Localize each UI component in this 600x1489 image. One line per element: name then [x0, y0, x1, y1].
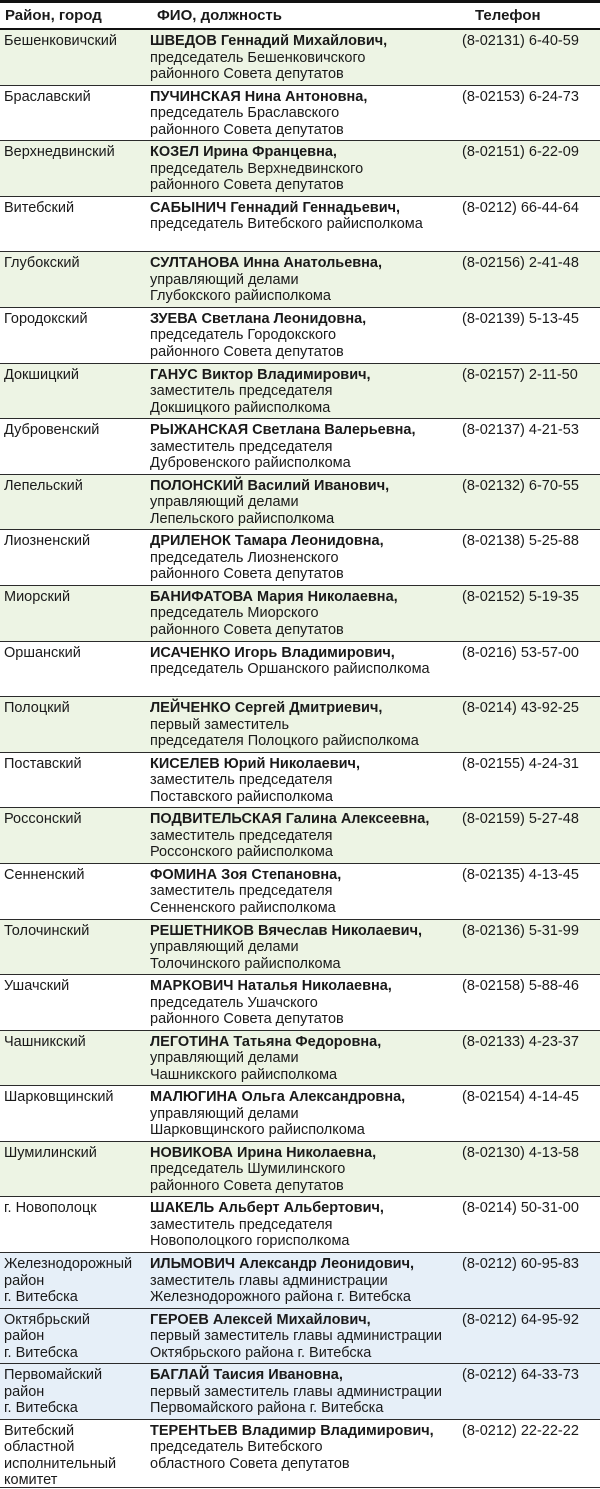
person-cell [150, 367, 462, 417]
district-line: Витебский [4, 1422, 75, 1439]
table-row [0, 252, 600, 308]
district-cell [4, 255, 146, 272]
district-line: областной [4, 1439, 75, 1456]
district-line: Толочинский [4, 922, 90, 939]
district-line: Россонский [4, 811, 82, 828]
person-name [150, 1034, 462, 1051]
person-surname: МАРКОВИЧ [150, 978, 234, 995]
district-line: Полоцкий [4, 700, 70, 717]
person-surname: ДРИЛЕНОК [150, 533, 231, 550]
table-row [0, 364, 600, 420]
person-name [150, 422, 462, 439]
district-cell [4, 478, 146, 495]
district-cell [4, 422, 146, 439]
table-row [0, 419, 600, 475]
person-position-line: управляющий делами [150, 271, 299, 288]
person-position-line: первый заместитель [150, 716, 290, 733]
person-position-line: Шарковщинского райисполкома [150, 1122, 365, 1139]
person-position-line: заместитель председателя [150, 827, 333, 844]
table-row [0, 141, 600, 197]
header-district: Район, город [5, 7, 102, 24]
person-name [150, 1367, 462, 1384]
district-line: Городокский [4, 310, 88, 327]
phone-cell: (8-0212) 64-95-92 [462, 1311, 579, 1328]
district-cell [4, 923, 146, 940]
district-cell [4, 1145, 146, 1162]
person-position-line: председатель Ушачского [150, 994, 318, 1011]
person-cell [150, 923, 462, 973]
person-cell [150, 33, 462, 83]
person-given-names: Альберт Альбертович, [218, 1200, 384, 1217]
district-line: Лиозненский [4, 533, 91, 550]
person-cell [150, 867, 462, 917]
person-name [150, 200, 462, 217]
table-row [0, 753, 600, 809]
table-row [0, 920, 600, 976]
person-given-names: Мария Николаевна, [257, 588, 398, 605]
table-row [0, 1031, 600, 1087]
person-surname: ГАНУС [150, 366, 198, 383]
person-position-line: председатель Городокского [150, 327, 337, 344]
person-position-line: заместитель председателя [150, 383, 333, 400]
phone-cell: (8-02130) 4-13-58 [462, 1144, 579, 1161]
district-cell [4, 200, 146, 217]
phone-cell: (8-02153) 6-24-73 [462, 88, 579, 105]
person-given-names: Зоя Степановна, [221, 866, 342, 883]
person-cell [150, 1367, 462, 1417]
table-row [0, 197, 600, 253]
person-cell [150, 589, 462, 639]
person-position-line: Октябрьского района г. Витебска [150, 1344, 372, 1361]
person-surname: МАЛЮГИНА [150, 1089, 238, 1106]
district-line: Докшицкий [4, 366, 79, 383]
person-given-names: Ирина Францевна, [203, 144, 337, 161]
table-row [0, 808, 600, 864]
district-line: Миорский [4, 588, 71, 605]
table-row [0, 1253, 600, 1309]
person-surname: ГЕРОЕВ [150, 1311, 209, 1328]
person-name [150, 311, 462, 328]
phone-cell: (8-02135) 4-13-45 [462, 866, 579, 883]
person-position-line: Глубокского райисполкома [150, 288, 331, 305]
person-cell [150, 1423, 462, 1473]
phone-cell: (8-02138) 5-25-88 [462, 533, 579, 550]
person-position-line: заместитель председателя [150, 772, 333, 789]
district-cell [4, 700, 146, 717]
district-line: Поставский [4, 755, 82, 772]
table-row [0, 475, 600, 531]
district-cell [4, 811, 146, 828]
person-name [150, 811, 462, 828]
person-name [150, 33, 462, 50]
person-position-line: районного Совета депутатов [150, 343, 344, 360]
phone-cell: (8-02131) 6-40-59 [462, 33, 579, 49]
person-given-names: Виктор Владимирович, [201, 366, 371, 383]
person-name [150, 89, 462, 106]
person-position-line: заместитель председателя [150, 883, 333, 900]
district-cell [4, 645, 146, 662]
person-given-names: Василий Иванович, [247, 477, 390, 494]
person-surname: ИСАЧЕНКО [150, 644, 231, 661]
district-line: г. Витебска [4, 1400, 78, 1417]
person-position-line: Дубровенского райисполкома [150, 455, 351, 472]
district-line: Бешенковичский [4, 33, 118, 49]
district-line: район [4, 1272, 45, 1289]
district-cell [4, 867, 146, 884]
person-name [150, 1256, 462, 1273]
table-header [0, 0, 600, 30]
person-position-line: Новополоцкого горисполкома [150, 1233, 350, 1250]
phone-cell: (8-02156) 2-41-48 [462, 255, 579, 272]
person-position-line: председатель Оршанского райисполкома [150, 661, 430, 678]
table-row [0, 86, 600, 142]
person-surname: ФОМИНА [150, 866, 218, 883]
person-given-names: Галина Алексеевна, [285, 811, 430, 828]
person-position-line: управляющий делами [150, 494, 299, 511]
person-surname: ЛЕГОТИНА [150, 1033, 230, 1050]
person-surname: ИЛЬМОВИЧ [150, 1256, 236, 1273]
district-cell [4, 756, 146, 773]
person-position-line: Первомайского района г. Витебска [150, 1400, 384, 1417]
person-surname: КИСЕЛЕВ [150, 755, 220, 772]
person-position-line: управляющий делами [150, 939, 299, 955]
person-given-names: Ольга Александровна, [241, 1089, 406, 1106]
person-name [150, 1145, 462, 1162]
table-row [0, 30, 600, 86]
district-cell [4, 33, 146, 50]
phone-cell: (8-02157) 2-11-50 [462, 366, 578, 383]
person-surname: НОВИКОВА [150, 1144, 233, 1161]
person-position-line: председатель Браславского [150, 105, 340, 122]
district-line: г. Новополоцк [4, 1200, 97, 1217]
person-surname: ЗУЕВА [150, 310, 198, 327]
person-position-line: председателя Полоцкого райисполкома [150, 733, 419, 750]
district-line: Шарковщинский [4, 1089, 114, 1106]
person-position-line: районного Совета депутатов [150, 566, 344, 583]
person-cell [150, 1256, 462, 1306]
person-given-names: Владимир Владимирович, [241, 1422, 434, 1439]
phone-cell: (8-02139) 5-13-45 [462, 310, 579, 327]
person-position-line: Железнодорожного района г. Витебска [150, 1289, 411, 1306]
phone-cell: (8-0212) 60-95-83 [462, 1256, 579, 1273]
person-name [150, 1423, 462, 1440]
table-row [0, 1364, 600, 1420]
phone-cell: (8-02152) 5-19-35 [462, 588, 579, 605]
district-cell [4, 311, 146, 328]
phone-cell: (8-02132) 6-70-55 [462, 477, 579, 494]
phone-cell: (8-02159) 5-27-48 [462, 811, 579, 828]
person-cell [150, 645, 462, 678]
district-line: Первомайский [4, 1367, 103, 1384]
district-cell [4, 1312, 146, 1362]
person-given-names: Александр Леонидович, [239, 1256, 415, 1273]
person-position-line: председатель Шумилинского [150, 1161, 346, 1178]
person-surname: БАНИФАТОВА [150, 588, 253, 605]
district-line: Витебский [4, 199, 75, 216]
person-name [150, 1089, 462, 1106]
district-cell [4, 1423, 146, 1489]
district-cell [4, 533, 146, 550]
person-name [150, 144, 462, 161]
phone-cell: (8-02136) 5-31-99 [462, 922, 579, 939]
phone-cell: (8-02158) 5-88-46 [462, 978, 579, 995]
phone-cell: (8-0214) 50-31-00 [462, 1200, 579, 1217]
table-row [0, 1197, 600, 1253]
person-given-names: Таисия Ивановна, [213, 1367, 343, 1384]
district-line: Оршанский [4, 644, 81, 661]
table-row [0, 642, 600, 698]
person-given-names: Алексей Михайлович, [212, 1311, 371, 1328]
header-person: ФИО, должность [157, 7, 282, 24]
table-row [0, 864, 600, 920]
person-position-line: районного Совета депутатов [150, 121, 344, 138]
district-line: Лепельский [4, 477, 83, 494]
person-cell [150, 255, 462, 305]
person-position-line: районного Совета депутатов [150, 621, 344, 638]
person-surname: ЛЕЙЧЕНКО [150, 700, 231, 717]
district-line: Браславский [4, 88, 91, 105]
phone-cell: (8-0212) 64-33-73 [462, 1367, 579, 1384]
person-position-line: Сенненского райисполкома [150, 899, 336, 916]
table-row [0, 975, 600, 1031]
person-position-line: председатель Витебского [150, 1439, 323, 1456]
person-position-line: заместитель председателя [150, 438, 333, 455]
person-name [150, 1200, 462, 1217]
person-position-line: районного Совета депутатов [150, 1011, 344, 1028]
phone-cell: (8-02137) 4-21-53 [462, 422, 579, 439]
person-name [150, 978, 462, 995]
person-position-line: Россонского райисполкома [150, 844, 333, 861]
person-position-line: районного Совета депутатов [150, 177, 344, 194]
person-cell [150, 811, 462, 861]
person-position-line: председатель Миорского [150, 605, 319, 622]
phone-cell: (8-02155) 4-24-31 [462, 755, 579, 772]
person-given-names: Инна Анатольевна, [243, 255, 383, 272]
person-cell [150, 422, 462, 472]
district-line: исполнительный [4, 1455, 117, 1472]
person-cell [150, 1089, 462, 1139]
district-cell [4, 1256, 146, 1306]
person-given-names: Светлана Леонидовна, [201, 310, 367, 327]
phone-cell: (8-02151) 6-22-09 [462, 144, 579, 161]
person-surname: РЕШЕТНИКОВ [150, 922, 254, 939]
district-cell [4, 1034, 146, 1051]
person-given-names: Геннадий Геннадьевич, [230, 199, 401, 216]
table-body [0, 30, 600, 1488]
person-cell [150, 311, 462, 361]
person-name [150, 700, 462, 717]
district-cell [4, 367, 146, 384]
district-cell [4, 1089, 146, 1106]
person-position-line: Толочинского райисполкома [150, 955, 341, 972]
person-surname: ШВЕДОВ [150, 33, 217, 49]
person-position-line: председатель Бешенковичского [150, 49, 366, 66]
person-position-line: областного Совета депутатов [150, 1455, 350, 1472]
person-position-line: Лепельского райисполкома [150, 510, 335, 527]
table-row [0, 308, 600, 364]
person-given-names: Нина Антоновна, [244, 88, 368, 105]
table-row [0, 530, 600, 586]
person-name [150, 923, 462, 940]
table-row [0, 586, 600, 642]
person-surname: ТЕРЕНТЬЕВ [150, 1422, 238, 1439]
district-line: Дубровенский [4, 422, 100, 439]
district-cell [4, 978, 146, 995]
district-line: Верхнедвинский [4, 144, 115, 161]
person-position-line: управляющий делами [150, 1050, 299, 1067]
table-row [0, 1309, 600, 1365]
person-position-line: первый заместитель главы администрации [150, 1328, 442, 1345]
person-name [150, 478, 462, 495]
person-name [150, 756, 462, 773]
district-line: Железнодорожный [4, 1256, 133, 1273]
person-given-names: Тамара Леонидовна, [234, 533, 384, 550]
district-cell [4, 144, 146, 161]
person-cell [150, 1145, 462, 1195]
person-cell [150, 533, 462, 583]
person-position-line: заместитель председателя [150, 1216, 333, 1233]
person-name [150, 867, 462, 884]
person-cell [150, 200, 462, 233]
person-cell [150, 756, 462, 806]
person-surname: ПОЛОНСКИЙ [150, 477, 244, 494]
district-cell [4, 1367, 146, 1417]
person-name [150, 589, 462, 606]
district-line: Сенненский [4, 866, 85, 883]
person-position-line: управляющий делами [150, 1105, 299, 1122]
person-position-line: председатель Лиозненского [150, 549, 339, 566]
person-given-names: Юрий Николаевич, [223, 755, 360, 772]
person-cell [150, 89, 462, 139]
person-cell [150, 700, 462, 750]
district-line: Шумилинский [4, 1144, 97, 1161]
person-cell [150, 1200, 462, 1250]
person-given-names: Геннадий Михайлович, [220, 33, 388, 49]
district-line: район [4, 1328, 45, 1345]
person-surname: КОЗЕЛ [150, 144, 200, 161]
person-cell [150, 478, 462, 528]
person-given-names: Игорь Владимирович, [234, 644, 395, 661]
phone-cell: (8-02133) 4-23-37 [462, 1033, 579, 1050]
district-line: Глубокский [4, 255, 80, 272]
phone-cell: (8-0216) 53-57-00 [462, 644, 579, 661]
person-cell [150, 1312, 462, 1362]
phone-cell: (8-0212) 22-22-22 [462, 1422, 579, 1439]
person-given-names: Татьяна Федоровна, [233, 1033, 382, 1050]
person-given-names: Ирина Николаевна, [237, 1144, 377, 1161]
district-line: Октябрьский [4, 1311, 90, 1328]
person-name [150, 367, 462, 384]
person-surname: ШАКЕЛЬ [150, 1200, 215, 1217]
person-surname: РЫЖАНСКАЯ [150, 422, 249, 439]
person-position-line: Поставского райисполкома [150, 788, 333, 805]
person-position-line: первый заместитель главы администрации [150, 1383, 442, 1400]
person-surname: ПОДВИТЕЛЬСКАЯ [150, 811, 282, 828]
person-given-names: Вячеслав Николаевич, [257, 922, 423, 939]
person-surname: САБЫНИЧ [150, 199, 227, 216]
district-line: Чашникский [4, 1033, 86, 1050]
table-row [0, 1142, 600, 1198]
district-cell [4, 589, 146, 606]
person-position-line: Докшицкого райисполкома [150, 399, 331, 416]
district-line: район [4, 1383, 45, 1400]
table-row [0, 1086, 600, 1142]
phone-cell: (8-0214) 43-92-25 [462, 700, 579, 717]
district-cell [4, 1200, 146, 1217]
person-name [150, 645, 462, 662]
phone-cell: (8-0212) 66-44-64 [462, 199, 579, 216]
person-position-line: заместитель главы администрации [150, 1272, 388, 1289]
person-position-line: председатель Верхнедвинского [150, 160, 364, 177]
person-cell [150, 144, 462, 194]
person-name [150, 255, 462, 272]
district-line: г. Витебска [4, 1289, 78, 1306]
district-line: г. Витебска [4, 1344, 78, 1361]
person-surname: ПУЧИНСКАЯ [150, 88, 241, 105]
person-cell [150, 1034, 462, 1084]
header-phone: Телефон [475, 7, 541, 24]
person-position-line: председатель Витебского райисполкома [150, 216, 423, 233]
person-cell [150, 978, 462, 1028]
person-given-names: Светлана Валерьевна, [252, 422, 416, 439]
person-surname: СУЛТАНОВА [150, 255, 240, 272]
table-row [0, 1420, 600, 1488]
phone-cell: (8-02154) 4-14-45 [462, 1089, 579, 1106]
person-name [150, 533, 462, 550]
person-given-names: Сергей Дмитриевич, [234, 700, 383, 717]
person-position-line: районного Совета депутатов [150, 66, 344, 82]
person-name [150, 1312, 462, 1329]
person-position-line: Чашникского райисполкома [150, 1066, 338, 1083]
person-position-line: районного Совета депутатов [150, 1177, 344, 1194]
district-line: Ушачский [4, 978, 70, 995]
table-row [0, 697, 600, 753]
person-given-names: Наталья Николаевна, [237, 978, 392, 995]
district-cell [4, 89, 146, 106]
person-surname: БАГЛАЙ [150, 1367, 210, 1384]
district-line: комитет [4, 1472, 58, 1489]
